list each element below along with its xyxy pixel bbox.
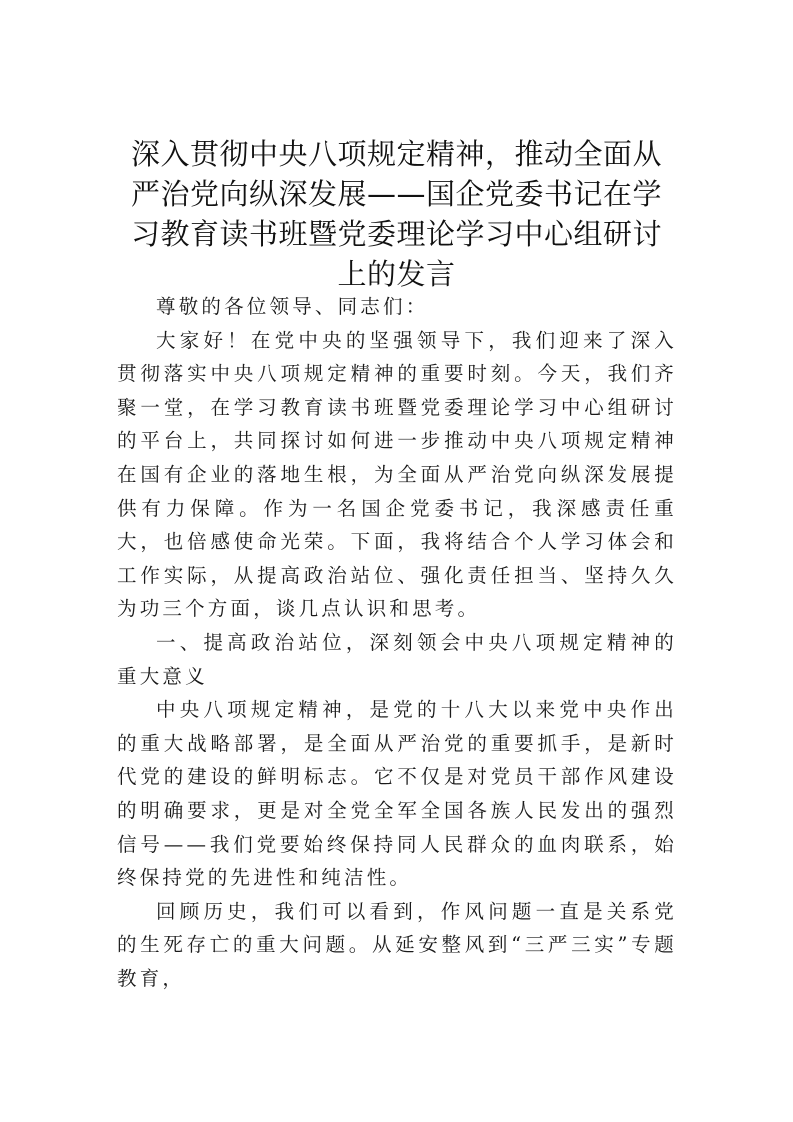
section-heading: 一、提高政治站位，深刻领会中央八项规定精神的重大意义 [117,630,677,688]
document-title: 深入贯彻中央八项规定精神，推动全面从严治党向纵深发展——国企党委书记在学习教育读书班暨党委理论学习中心组研讨上的发言 [130,137,662,291]
salutation-paragraph: 尊敬的各位领导、同志们： [156,295,429,318]
body-paragraph: 中央八项规定精神，是党的十八大以来党中央作出的重大战略部署，是全面从严治党的重要抓手，是新时代党的建设的鲜明标志。它不仅是对党员干部作风建设的明确要求，更是对全党全军全国各族人民发出的强烈信号——我们党要始终保持同人民群众的血肉联系，始终保持党的先进性和纯洁性。 [117,698,677,890]
document-body [117,290,677,995]
body-paragraph: 回顾历史，我们可以看到，作风问题一直是关系党的生死存亡的重大问题。从延安整风到“三严三实”专题教育， [117,899,677,990]
intro-paragraph: 大家好！在党中央的坚强领导下，我们迎来了深入贯彻落实中央八项规定精神的重要时刻。今天，我们齐聚一堂，在学习教育读书班暨党委理论学习中心组研讨的平台上，共同探讨如何进一步推动中央八项规定精神在国有企业的落地生根，为全面从严治党向纵深发展提供有力保障。作为一名国企党委书记，我深感责任重大，也倍感使命光荣。下面，我将结合个人学习体会和工作实际，从提高政治站位、强化责任担当、坚持久久为功三个方面，谈几点认识和思考。 [117,328,677,621]
